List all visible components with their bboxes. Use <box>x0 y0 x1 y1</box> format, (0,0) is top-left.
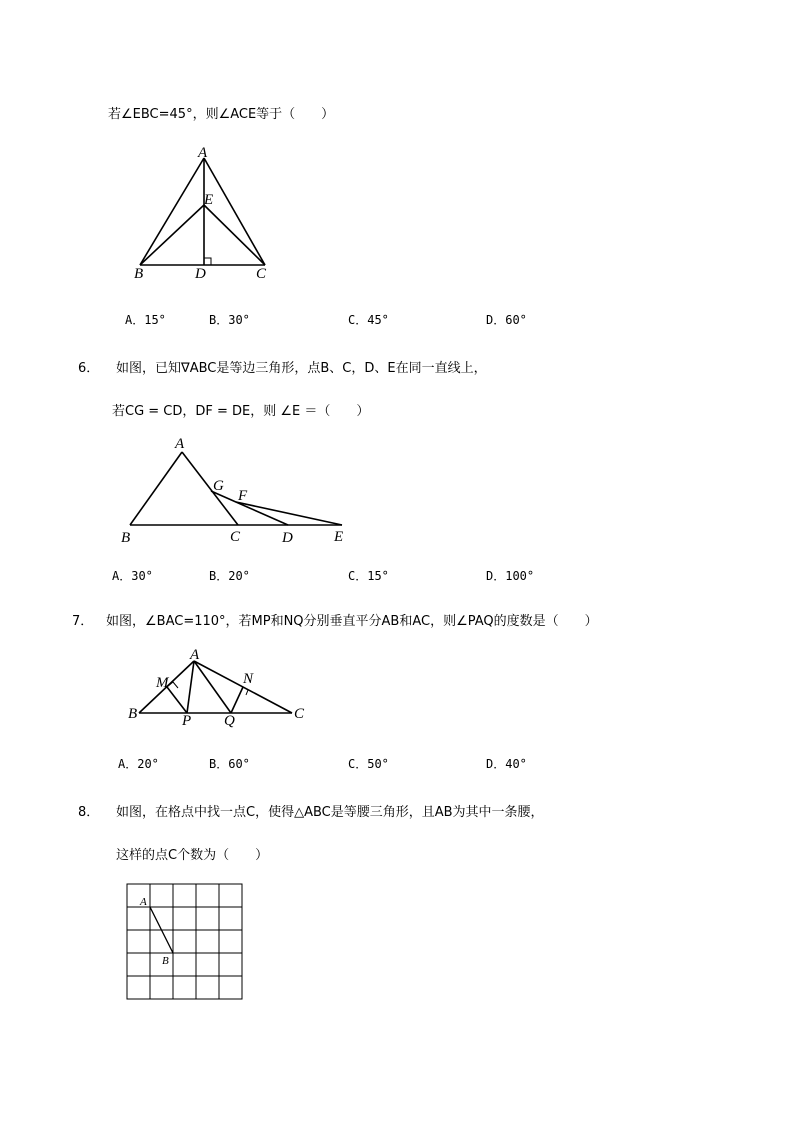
q6-stem-line1: 如图，已知∇ABC是等边三角形，点B、C，D、E在同一直线上， <box>116 361 487 376</box>
q5-label-e: E <box>204 192 214 208</box>
q6-label-d: D <box>282 530 293 546</box>
q7-number: 7． <box>72 614 94 629</box>
q6-number: 6． <box>78 361 100 376</box>
q6-label-a: A <box>175 436 185 452</box>
q7-option-b[interactable]: B．60° <box>209 757 250 771</box>
q7-label-m: M <box>156 675 169 691</box>
q7-label-n: N <box>243 671 254 687</box>
q8-stem-line2: 这样的点C个数为（ ） <box>116 848 269 863</box>
q7-option-d[interactable]: D．40° <box>486 757 527 771</box>
q6-label-c: C <box>230 529 241 545</box>
q6-label-b: B <box>121 530 131 546</box>
q7-option-a[interactable]: A．20° <box>118 757 159 771</box>
q7-label-a: A <box>190 647 200 663</box>
q7-option-c[interactable]: C．50° <box>348 757 389 771</box>
q5-label-b: B <box>134 266 144 282</box>
q7-label-q: Q <box>224 713 235 729</box>
q5-stem: 若∠EBC=45°，则∠ACE等于（ ） <box>108 107 335 122</box>
q8-number: 8． <box>78 805 100 820</box>
q7-label-p: P <box>182 713 192 729</box>
q7-label-c: C <box>294 706 305 722</box>
q5-label-a: A <box>198 145 208 161</box>
q6-stem-line2: 若CG = CD，DF = DE，则 ∠E ＝（ ） <box>112 404 370 419</box>
q6-label-e: E <box>334 529 344 545</box>
q5-option-a[interactable]: A．15° <box>125 313 166 327</box>
q8-stem-line1: 如图，在格点中找一点C，使得△ABC是等腰三角形，且AB为其中一条腰， <box>116 805 544 820</box>
q5-label-d: D <box>195 266 206 282</box>
q7-label-b: B <box>128 706 138 722</box>
q6-option-c[interactable]: C．15° <box>348 569 389 583</box>
q5-option-c[interactable]: C．45° <box>348 313 389 327</box>
q8-label-a: A <box>140 896 147 908</box>
q7-stem: 如图，∠BAC=110°，若MP和NQ分别垂直平分AB和AC，则∠PAQ的度数是（ ） <box>106 614 598 629</box>
q5-label-c: C <box>256 266 267 282</box>
q6-option-d[interactable]: D．100° <box>486 569 535 583</box>
q5-option-d[interactable]: D．60° <box>486 313 527 327</box>
q6-label-f: F <box>238 488 248 504</box>
q6-option-a[interactable]: A．30° <box>112 569 153 583</box>
q6-option-b[interactable]: B．20° <box>209 569 250 583</box>
q6-label-g: G <box>213 478 224 494</box>
q5-option-b[interactable]: B．30° <box>209 313 250 327</box>
q8-label-b: B <box>162 955 169 967</box>
